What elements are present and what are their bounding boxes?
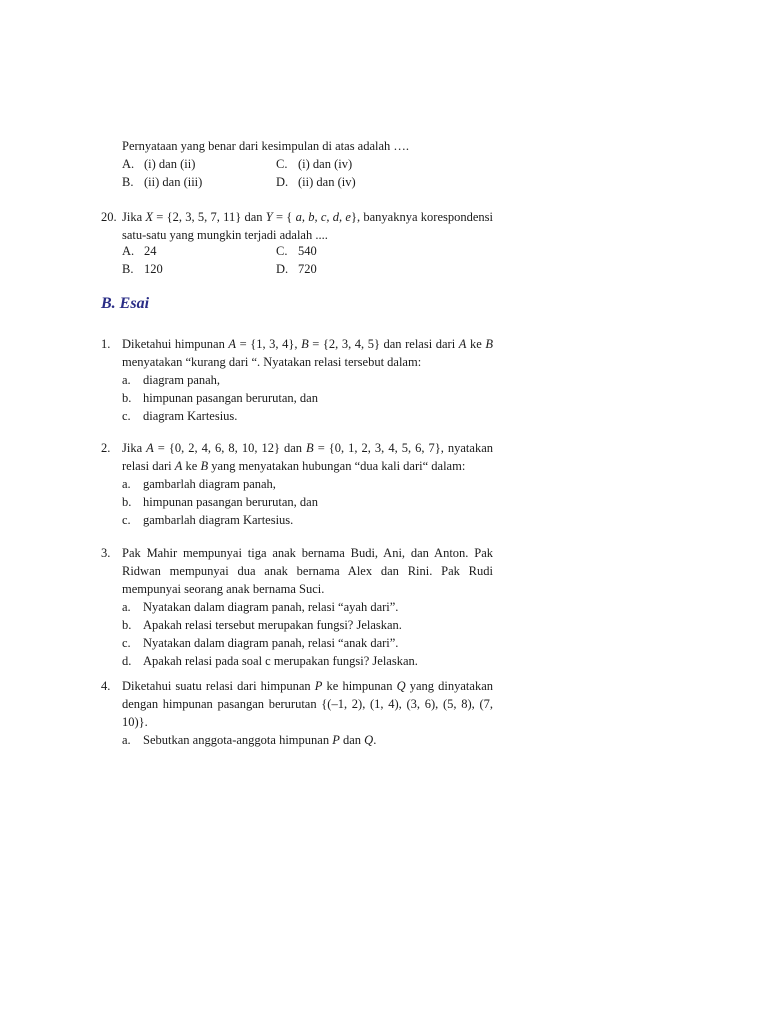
question-number: 3. bbox=[101, 546, 111, 560]
question-text: Diketahui suatu relasi dari himpunan P ke himpunan Q yang dinyatakan dengan himpunan pasangan berurutan {(–1, 2), (1, 4), (3, 6), (5, 8), (7, 10)}. bbox=[122, 679, 493, 729]
sub-item: b. himpunan pasangan berurutan, dan bbox=[122, 495, 318, 509]
question-text: Diketahui himpunan A = {1, 3, 4}, B = {2, 3, 4, 5} dan relasi dari A ke B menyatakan “kurang dari “. Nyatakan relasi tersebut dalam: bbox=[122, 337, 493, 369]
q20-option-d: D. 720 bbox=[276, 262, 317, 276]
q19-option-c: C. (i) dan (iv) bbox=[276, 157, 353, 171]
sub-item: c. gambarlah diagram Kartesius. bbox=[122, 513, 294, 527]
question-number: 2. bbox=[101, 441, 111, 455]
sub-item: b. himpunan pasangan berurutan, dan bbox=[122, 391, 318, 405]
q19-option-d: D. (ii) dan (iv) bbox=[276, 175, 356, 189]
q20-option-c: C. 540 bbox=[276, 244, 317, 258]
sub-item: b. Apakah relasi tersebut merupakan fungsi? Jelaskan. bbox=[122, 618, 402, 632]
sub-item: a. Nyatakan dalam diagram panah, relasi “ayah dari”. bbox=[122, 600, 399, 614]
sub-item: c. Nyatakan dalam diagram panah, relasi “anak dari”. bbox=[122, 636, 399, 650]
question-number: 1. bbox=[101, 337, 111, 351]
question-20 bbox=[101, 208, 493, 244]
question-text: Pak Mahir mempunyai tiga anak bernama Budi, Ani, dan Anton. Pak Ridwan mempunyai dua anak bernama Alex dan Rini. Pak Rudi mempunyai seorang anak bernama Suci. bbox=[122, 546, 493, 596]
q19-option-a: A. (i) dan (ii) bbox=[122, 157, 196, 171]
question-text: Jika X = {2, 3, 5, 7, 11} dan Y = { a, b, c, d, e}, banyaknya korespondensi satu-satu yang mungkin terjadi adalah .... bbox=[122, 210, 493, 242]
section-title: B. Esai bbox=[101, 295, 150, 312]
question-number: 20. bbox=[101, 210, 117, 224]
essay-question-3 bbox=[101, 544, 493, 670]
essay-question-2 bbox=[101, 439, 493, 529]
q20-option-b: B. 120 bbox=[122, 262, 163, 276]
sub-item: d. Apakah relasi pada soal c merupakan fungsi? Jelaskan. bbox=[122, 654, 418, 668]
q20-option-a: A. 24 bbox=[122, 244, 157, 258]
q19-options-row-2 bbox=[122, 173, 492, 191]
q19-option-b: B. (ii) dan (iii) bbox=[122, 175, 203, 189]
sub-item: a. Sebutkan anggota-anggota himpunan P dan Q. bbox=[122, 733, 377, 747]
q20-options-row-2 bbox=[122, 260, 492, 278]
sub-item: a. diagram panah, bbox=[122, 373, 221, 387]
essay-question-4 bbox=[101, 677, 493, 749]
essay-question-1 bbox=[101, 335, 493, 425]
q20-options-row-1 bbox=[122, 242, 492, 260]
sub-item: a. gambarlah diagram panah, bbox=[122, 477, 276, 491]
q19-statement: Pernyataan yang benar dari kesimpulan di atas adalah …. bbox=[122, 139, 410, 153]
q19-options-row-1 bbox=[122, 155, 492, 173]
sub-item: c. diagram Kartesius. bbox=[122, 409, 238, 423]
question-text: Jika A = {0, 2, 4, 6, 8, 10, 12} dan B = {0, 1, 2, 3, 4, 5, 6, 7}, nyatakan relasi dari A ke B yang menyatakan hubungan “dua kali dari“ dalam: bbox=[122, 441, 493, 473]
question-number: 4. bbox=[101, 679, 111, 693]
